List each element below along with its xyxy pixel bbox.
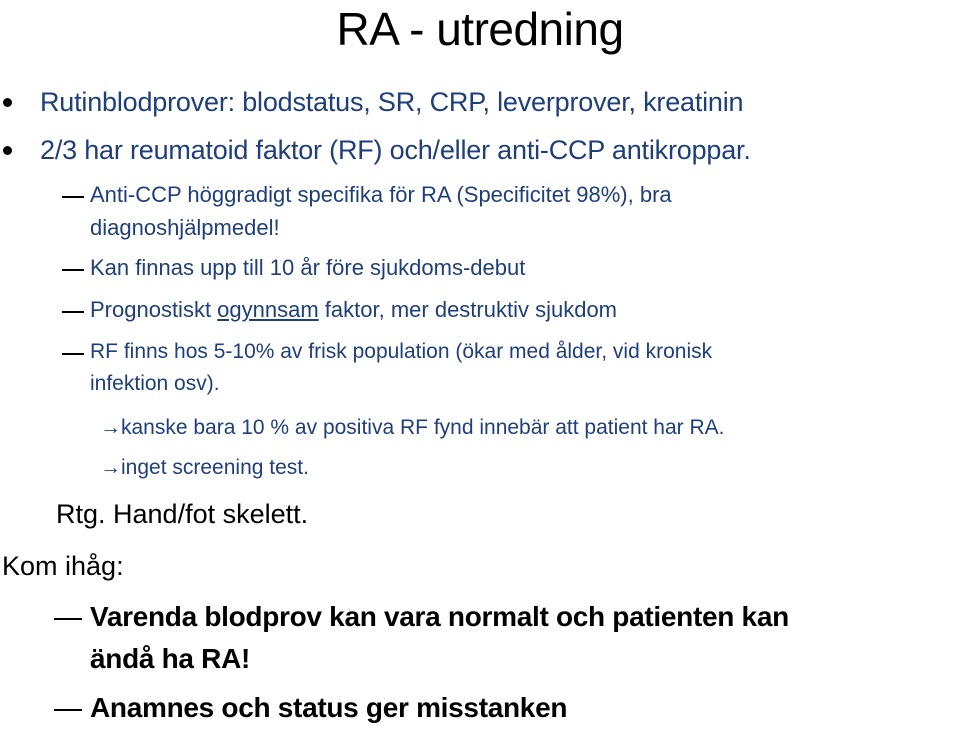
- sub-anti-ccp-line2: diagnoshjälpmedel!: [90, 215, 280, 240]
- reminder-1-line2: ändå ha RA!: [90, 643, 251, 674]
- bullet-blood-tests: Rutinblodprover: blodstatus, SR, CRP, leverprover, kreatinin: [40, 87, 744, 117]
- prognos-underlined: ogynnsam: [217, 297, 319, 322]
- prognos-text: Prognostiskt: [90, 297, 218, 322]
- rtg-line: Rtg. Hand/fot skelett.: [56, 499, 309, 529]
- dash-icon: [62, 353, 84, 355]
- arrow-note-2-text: inget screening test.: [121, 456, 309, 479]
- bullet-dot: [3, 98, 12, 107]
- bullet-dot: [3, 146, 12, 155]
- sub-prognos: [90, 296, 617, 324]
- reminder-1-line1: Varenda blodprov kan vara normalt och patienten kan: [90, 601, 789, 632]
- sub-anti-ccp-line1: Anti-CCP höggradigt specifika för RA (Specificitet 98%), bra: [90, 182, 672, 207]
- dash-icon: [54, 709, 82, 711]
- reminder-2: Anamnes och status ger misstanken: [90, 692, 568, 723]
- sub-debut: Kan finnas upp till 10 år före sjukdoms-debut: [90, 255, 526, 280]
- sub-rf-line1: RF finns hos 5-10% av frisk population (ökar med ålder, vid kronisk: [90, 340, 713, 363]
- sub-rf-line2: infektion osv).: [90, 372, 220, 395]
- dash-icon: [62, 196, 84, 198]
- arrow-note-1: [100, 414, 725, 442]
- bullet-rf-anti-ccp: 2/3 har reumatoid faktor (RF) och/eller anti-CCP antikroppar.: [40, 135, 751, 165]
- dash-icon: [62, 311, 84, 313]
- prognos-rest: faktor, mer destruktiv sjukdom: [318, 297, 618, 322]
- dash-icon: [54, 618, 82, 620]
- slide-title: RA - utredning: [336, 3, 624, 55]
- arrow-note-2: [100, 454, 309, 482]
- arrow-note-1-text: kanske bara 10 % av positiva RF fynd innebär att patient har RA.: [121, 416, 725, 439]
- arrow-icon: →: [100, 456, 121, 479]
- kom-ihag-heading: Kom ihåg:: [2, 551, 124, 581]
- dash-icon: [62, 269, 84, 271]
- arrow-icon: →: [100, 416, 121, 439]
